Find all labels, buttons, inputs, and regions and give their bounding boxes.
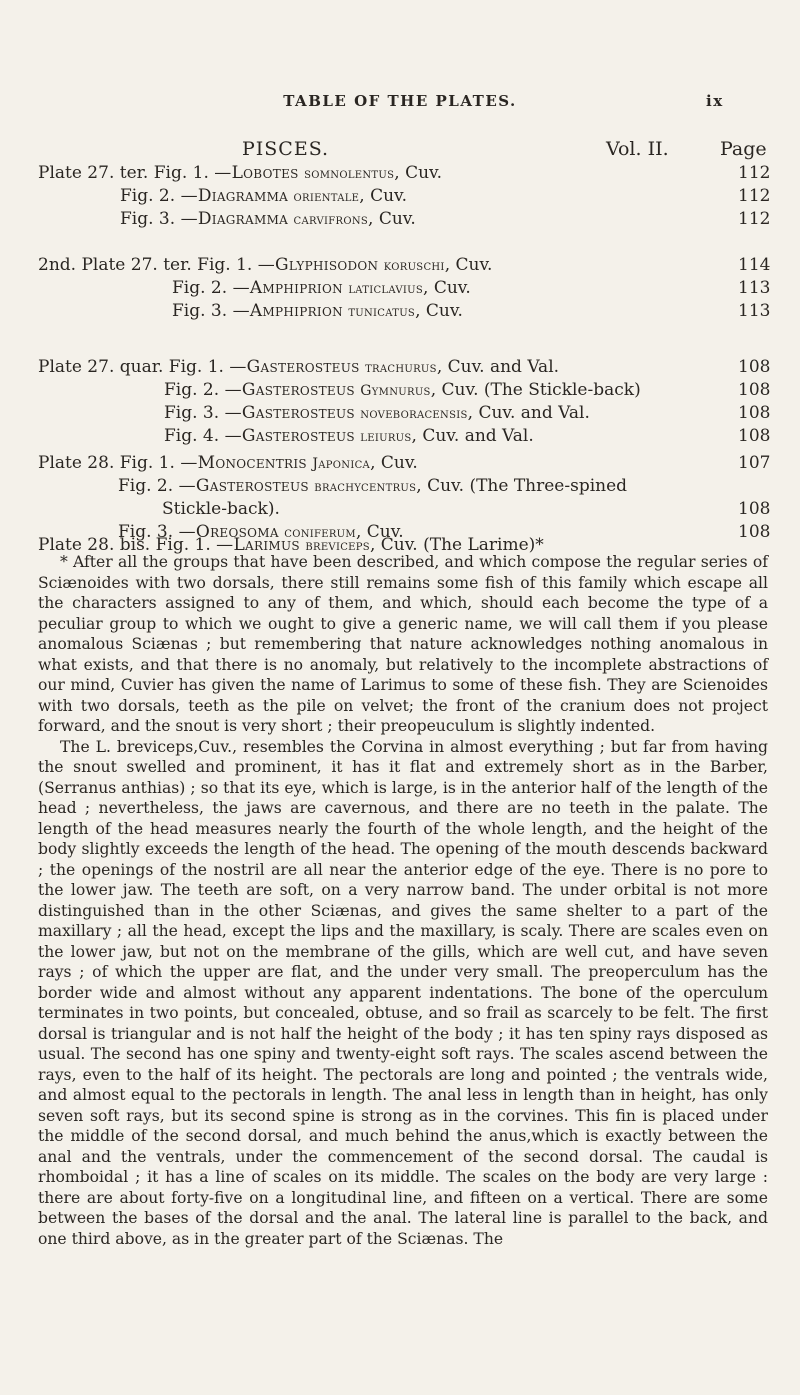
author-note: Stickle-back). bbox=[162, 499, 280, 519]
plate-entry bbox=[38, 254, 778, 277]
plate-entry bbox=[38, 208, 778, 231]
fig-number: Fig. 3. bbox=[118, 522, 174, 542]
genus-name: —Gasterosteus bbox=[224, 403, 355, 423]
fig-number: Fig. 2. bbox=[118, 476, 174, 496]
genus-name: —Oreosoma bbox=[178, 522, 279, 542]
author-note: , Cuv. bbox=[423, 278, 471, 298]
genus-name: —Gasterosteus bbox=[224, 426, 355, 446]
page-ref: 108 bbox=[738, 426, 771, 446]
page-ref: 113 bbox=[738, 278, 771, 298]
genus-name: —Glyphisodon bbox=[257, 255, 379, 275]
fig-number: Fig. 4. bbox=[164, 426, 220, 446]
plate-entry bbox=[38, 425, 778, 448]
author-note: , Cuv. and Val. bbox=[436, 357, 560, 377]
genus-name: —Gasterosteus bbox=[178, 476, 309, 496]
genus-name: —Amphiprion bbox=[232, 301, 343, 321]
species-name: laticlavius bbox=[348, 281, 424, 297]
fig-number: Fig. 1. bbox=[153, 163, 209, 183]
plate-entry bbox=[38, 475, 778, 498]
fig-number: Fig. 1. bbox=[197, 255, 253, 275]
plate-entry bbox=[38, 356, 778, 379]
page-ref: 112 bbox=[738, 209, 771, 229]
page-ref: 108 bbox=[738, 522, 771, 542]
plate-label: Plate 28. bis. bbox=[38, 535, 151, 555]
plate-entry bbox=[38, 300, 778, 323]
plate-group bbox=[38, 254, 778, 323]
plate-entry bbox=[38, 379, 778, 402]
species-name: coniferum bbox=[284, 525, 356, 541]
author-note: , Cuv. bbox=[368, 209, 416, 229]
plate-entry bbox=[38, 185, 778, 208]
fig-number: Fig. 2. bbox=[120, 186, 176, 206]
genus-name: —Monocentris bbox=[180, 453, 307, 473]
page-ref: 108 bbox=[738, 357, 771, 377]
species-name: tunicatus bbox=[348, 304, 416, 320]
species-name: breviceps bbox=[305, 538, 370, 554]
genus-name: —Amphiprion bbox=[232, 278, 343, 298]
species-name: carvifrons bbox=[293, 212, 369, 228]
author-note: , Cuv. bbox=[394, 163, 443, 183]
plate-group bbox=[38, 162, 778, 231]
species-name: orientale bbox=[293, 189, 360, 205]
genus-name: —Gasterosteus bbox=[224, 380, 355, 400]
page-ref: 113 bbox=[738, 301, 771, 321]
author-note: , Cuv. bbox=[444, 255, 493, 275]
page-ref: 114 bbox=[738, 255, 771, 275]
fig-number: Fig. 2. bbox=[164, 380, 220, 400]
plate-group bbox=[38, 452, 778, 544]
page-number: ix bbox=[706, 92, 724, 110]
running-head-title: TABLE OF THE PLATES. bbox=[283, 92, 517, 110]
plate-entry bbox=[38, 277, 778, 300]
plate-entry bbox=[38, 452, 778, 475]
author-note: , Cuv. (The Three-spined bbox=[416, 476, 628, 496]
plate-label: Plate 28. bbox=[38, 453, 115, 473]
author-note: , Cuv. bbox=[355, 522, 404, 542]
section-title: PISCES. bbox=[242, 138, 330, 160]
volume-label: Vol. II. bbox=[606, 138, 669, 160]
page-ref: 108 bbox=[738, 380, 771, 400]
footnote-paragraph: * After all the groups that have been described, and which compose the regular series of Sciænoides with two dorsals, there still remains some fish of this family which escape all the characters assigned to any of them, and which, should each become the type of a peculiar group to which we ought to give a generic name, we will call them if you please anomalous Sciænas ; but remembering that nature acknowledges nothing anomalous in what exists, and that there is no anomaly, but relatively to the incomplete abstractions of our mind, Cuvier has given the name of Larimus to some of these fish. They are Scienoides with two dorsals, teeth as the pile on velvet; the front of the cranium does not project forward, and the snout is very short ; their preopeuculum is slightly indented. bbox=[38, 553, 768, 735]
fig-number: Fig. 3. bbox=[164, 403, 220, 423]
page-column-label: Page bbox=[720, 138, 767, 160]
fig-number: Fig. 1. bbox=[119, 453, 175, 473]
genus-name: —Diagramma bbox=[180, 186, 289, 206]
plate-entry bbox=[38, 498, 778, 521]
page-ref: 107 bbox=[738, 453, 771, 473]
plate-label: Plate 27. quar. bbox=[38, 357, 164, 377]
author-note: , Cuv. (The Stickle-back) bbox=[430, 380, 641, 400]
author-note: , Cuv. bbox=[415, 301, 463, 321]
plate-entry bbox=[38, 162, 778, 185]
page-ref: 108 bbox=[738, 499, 771, 519]
section-heading bbox=[0, 138, 800, 164]
genus-name: —Larimus bbox=[216, 535, 300, 555]
fig-number: Fig. 2. bbox=[172, 278, 228, 298]
species-name: koruschi bbox=[383, 258, 445, 274]
species-name: brachycentrus bbox=[314, 479, 417, 495]
species-name: trachurus bbox=[365, 360, 437, 376]
plate-entry bbox=[38, 402, 778, 425]
species-name: Japonica bbox=[312, 456, 371, 472]
plate-label: 2nd. Plate 27. ter. bbox=[38, 255, 192, 275]
species-name: noveboracensis bbox=[360, 406, 468, 422]
page-ref: 112 bbox=[738, 186, 771, 206]
plate-group bbox=[38, 356, 778, 448]
page-ref: 112 bbox=[738, 163, 771, 183]
author-note: , Cuv. and Val. bbox=[411, 426, 534, 446]
footnote bbox=[38, 552, 768, 1249]
footnote-paragraph: The L. breviceps,Cuv., resembles the Corvina in almost everything ; but far from having the snout swelled and prominent, it has it flat and extremely short as in the Barber, (Serranus anthias) ; so that its eye, which is large, is in the anterior half of the length of the head ; nevertheless, the jaws are cavernous, and there are no teeth in the palate. The length of the head measures nearly the fourth of the whole length, and the height of the body slightly exceeds the length of the head. The opening of the mouth descends backward ; the openings of the nostril are all near the anterior edge of the eye. There is no pore to the lower jaw. The teeth are soft, on a very narrow band. The under orbital is not more distinguished than in the other Sciænas, and gives the same shelter to a part of the maxillary ; all the head, except the lips and the maxillary, is scaly. There are scales even on the lower jaw, but not on the membrane of the gills, which are well cut, and have seven rays ; of which the upper are flat, and the under very small. The preoperculum has the border wide and almost without any apparent indentations. The bone of the operculum terminates in two points, but concealed, obtuse, and so frail as scarcely to be felt. The first dorsal is triangular and is not half the height of the body ; it has ten spiny rays disposed as usual. The second has one spiny and twenty-eight soft rays. The scales ascend between the rays, even to the half of its height. The pectorals are long and pointed ; the ventrals wide, and almost equal to the pectorals in length. The anal less in length than in height, has only seven soft rays, but its second spine is strong as in the corvines. This fin is placed under the middle of the second dorsal, and much behind the anus,which is exactly between the anal and the ventrals, under the commencement of the second dorsal. The caudal is rhomboidal ; it has a line of scales on its middle. The scales on the body are very large : there are about forty-five on a longitudinal line, and fifteen on a vertical. There are some between the bases of the dorsal and the anal. The lateral line is parallel to the back, and one third above, as in the greater part of the Sciænas. The bbox=[38, 737, 768, 1248]
running-head bbox=[0, 92, 800, 116]
author-note: , Cuv. bbox=[359, 186, 408, 206]
plate-label: Plate 27. ter. bbox=[38, 163, 149, 183]
fig-number: Fig. 1. bbox=[168, 357, 224, 377]
genus-name: —Gasterosteus bbox=[229, 357, 360, 377]
author-note: , Cuv. and Val. bbox=[467, 403, 590, 423]
page-ref: 108 bbox=[738, 403, 771, 423]
fig-number: Fig. 1. bbox=[155, 535, 211, 555]
genus-name: —Diagramma bbox=[180, 209, 289, 229]
genus-name: —Lobotes bbox=[214, 163, 299, 183]
fig-number: Fig. 3. bbox=[172, 301, 228, 321]
author-note: , Cuv. bbox=[370, 453, 418, 473]
species-name: leiurus bbox=[360, 429, 412, 445]
species-name: Gymnurus bbox=[360, 383, 431, 399]
species-name: somnolentus bbox=[304, 166, 395, 182]
author-note: , Cuv. (The Larime)* bbox=[369, 535, 544, 555]
fig-number: Fig. 3. bbox=[120, 209, 176, 229]
